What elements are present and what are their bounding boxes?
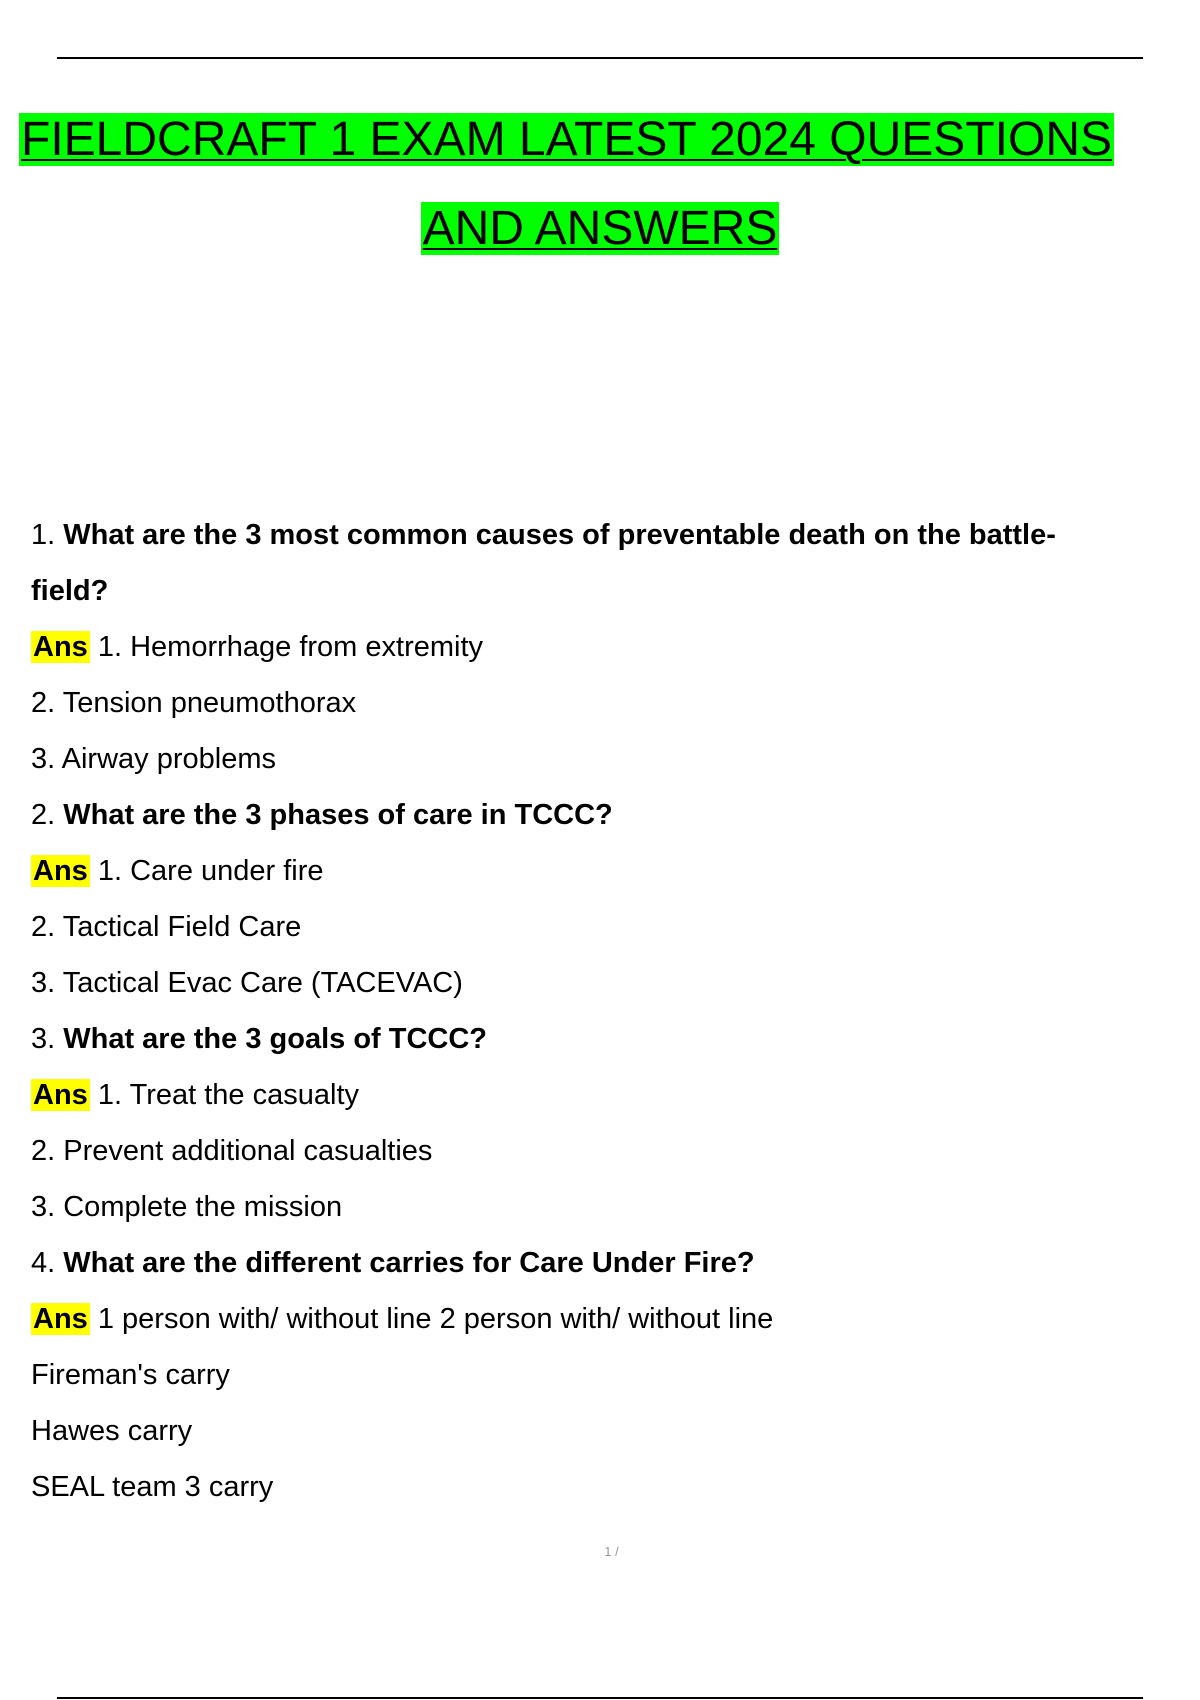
bottom-rule	[57, 1697, 1143, 1699]
answer-1	[31, 619, 1176, 675]
title-text-1: FIELDCRAFT 1 EXAM LATEST 2024 QUESTIONS	[21, 113, 1112, 166]
title-text-2: AND ANSWERS	[422, 202, 778, 255]
question-4	[31, 1235, 1176, 1291]
answer-4	[31, 1291, 1176, 1347]
answer-line: 2. Tension pneumothorax	[31, 687, 357, 719]
answer-2	[31, 843, 1176, 899]
answer-line: 2. Prevent additional casualties	[31, 1135, 433, 1167]
answer-text: 1 person with/ without line 2 person with/ without line	[97, 1303, 774, 1335]
question-text: What are the different carries for Care Under Fire?	[63, 1247, 755, 1279]
ans-label: Ans	[33, 1303, 88, 1335]
question-2	[31, 787, 1176, 843]
question-number: 1.	[31, 519, 56, 551]
question-number: 4.	[31, 1247, 56, 1279]
answer-text: 1. Care under fire	[97, 855, 324, 887]
answer-line: Hawes carry	[31, 1415, 193, 1447]
question-text: What are the 3 phases of care in TCCC?	[63, 799, 613, 831]
answer-text: 1. Hemorrhage from extremity	[97, 631, 484, 663]
page-number: 1 /	[604, 1544, 619, 1559]
answer-line: 2. Tactical Field Care	[31, 911, 302, 943]
answer-line: 3. Complete the mission	[31, 1191, 343, 1223]
ans-label: Ans	[33, 1079, 88, 1111]
answer-text: 1. Treat the casualty	[97, 1079, 360, 1111]
question-number: 3.	[31, 1023, 56, 1055]
ans-label: Ans	[33, 855, 88, 887]
question-text: What are the 3 goals of TCCC?	[63, 1023, 488, 1055]
title-line-2	[0, 199, 1200, 259]
question-1	[31, 507, 1176, 563]
answer-3	[31, 1067, 1176, 1123]
title-line-1	[19, 110, 1200, 170]
top-rule	[57, 57, 1143, 59]
answer-line: SEAL team 3 carry	[31, 1471, 274, 1503]
question-text: What are the 3 most common causes of preventable death on the battle-	[63, 519, 1056, 551]
question-3	[31, 1011, 1176, 1067]
question-number: 2.	[31, 799, 56, 831]
answer-line: 3. Tactical Evac Care (TACEVAC)	[31, 967, 463, 999]
question-1-continued: field?	[31, 575, 109, 607]
answer-line: Fireman's carry	[31, 1359, 230, 1391]
answer-line: 3. Airway problems	[31, 743, 276, 775]
qa-list	[31, 507, 1176, 1515]
ans-label: Ans	[33, 631, 88, 663]
